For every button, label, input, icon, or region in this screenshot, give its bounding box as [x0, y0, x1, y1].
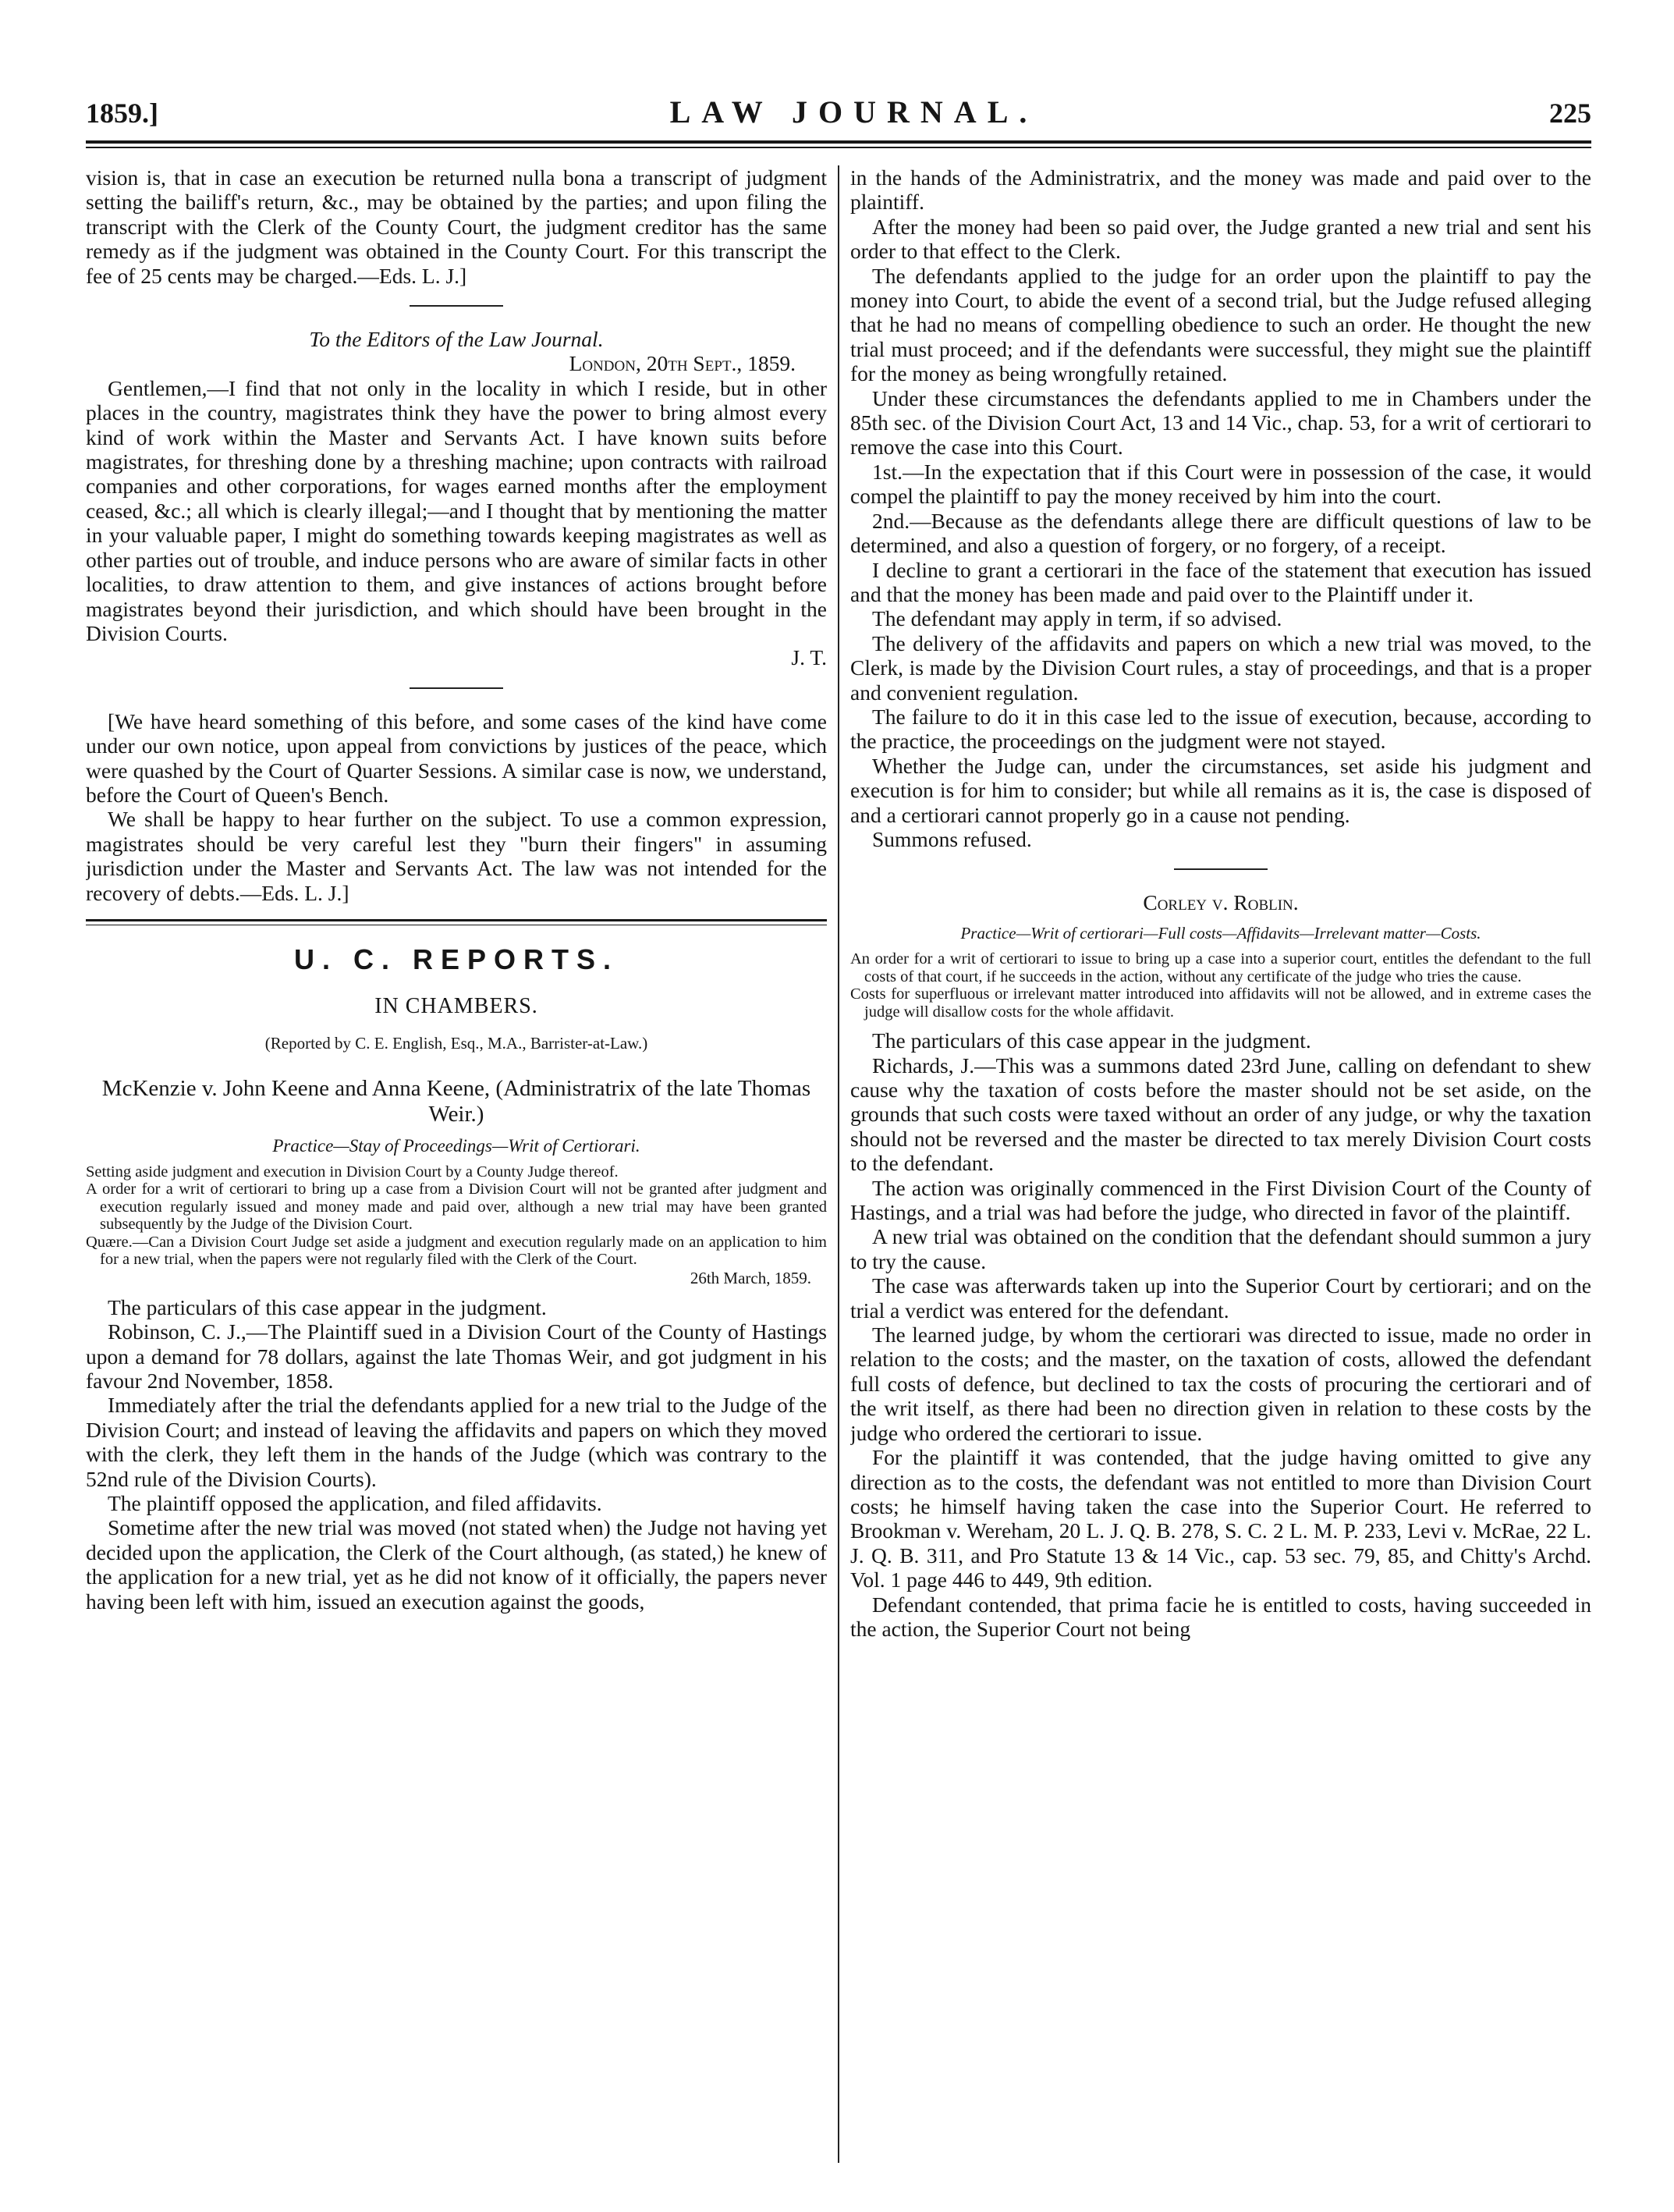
body-paragraph: The learned judge, by whom the certiorari was directed to issue, made no order in relation to the costs; and the master, on the taxation of costs, allowed the defendant full costs of defence, but declined to tax the costs of procuring the certiorari and of the writ itself, as there had been no direction given in relation to these costs by the judge who ordered the certiorari to issue.: [850, 1323, 1591, 1445]
body-paragraph: in the hands of the Administratrix, and the money was made and paid over to the plaintiff.: [850, 165, 1591, 215]
case2-catchline: Practice—Writ of certiorari—Full costs—Affidavits—Irrelevant matter—Costs.: [960, 923, 1481, 943]
case-catchline: Practice—Stay of Proceedings—Writ of Certiorari.: [272, 1136, 640, 1156]
body-paragraph: The case was afterwards taken up into the Superior Court by certiorari; and on the trial a verdict was entered for the defendant.: [850, 1273, 1591, 1323]
section-rule-thick: [86, 919, 827, 921]
headnote: Setting aside judgment and execution in Division Court by a County Judge thereof.: [86, 1163, 619, 1181]
section-divider: [1174, 868, 1268, 870]
editor-note: We shall be happy to hear further on the subject. To use a common expression, magistrates should be very careful lest they "burn their fingers" in assuming jurisdiction under the Master and Servants Act. The law was not intended for the recovery of debts.—Eds. L. J.]: [86, 807, 827, 905]
body-paragraph: The delivery of the affidavits and papers on which a new trial was moved, to the Clerk, is made by the Division Court rules, a stay of proceedings, and that is a proper and convenient regulation.: [850, 630, 1591, 705]
body-paragraph: Richards, J.—This was a summons dated 23rd June, calling on defendant to shew cause why the taxation of costs before the master should not be set aside, on the grounds that such costs were taxed without an order of any judge, or why the taxation should not be reversed and the master be directed to tax merely Division Court costs to the defendant.: [850, 1053, 1591, 1176]
section-divider: [410, 687, 503, 689]
section-rule-thin: [86, 925, 827, 926]
chambers-subtitle: IN CHAMBERS.: [374, 993, 538, 1018]
headnote: An order for a writ of certiorari to issue to bring up a case into a superior court, entitles the defendant to the full costs of that court, if he succeeds in the action, without any certificate of the judge who tries the cause.: [850, 950, 1591, 985]
body-paragraph: Immediately after the trial the defendants applied for a new trial to the Judge of the Division Court; and instead of leaving the affidavits and papers on which they moved with the clerk, they left them in the hands of the Judge (which was contrary to the 52nd rule of the Division Courts).: [86, 1393, 827, 1491]
body-paragraph: Defendant contended, that prima facie he is entitled to costs, having succeeded in the action, the Superior Court not being: [850, 1592, 1591, 1641]
case2-title: Corley v. Roblin.: [1143, 890, 1299, 915]
reporter-line: (Reported by C. E. English, Esq., M.A., Barrister-at-Law.): [264, 1034, 648, 1053]
body-paragraph: The failure to do it in this case led to the issue of execution, because, according to the practice, the proceedings on the judgment were not stayed.: [850, 704, 1591, 754]
body-paragraph: 2nd.—Because as the defendants allege there are difficult questions of law to be determined, and also a question of forgery, or no forgery, of a receipt.: [850, 508, 1591, 558]
letter-signature: J. T.: [791, 645, 827, 670]
running-header: [86, 94, 1591, 137]
header-year: 1859.]: [86, 98, 158, 129]
header-journal-title: LAW JOURNAL.: [669, 94, 1038, 130]
body-paragraph: Summons refused.: [872, 826, 1032, 851]
body-paragraph: Under these circumstances the defendants applied to me in Chambers under the 85th sec. of the Division Court Act, 13 and 14 Vic., chap. 53, for a writ of certiorari to remove the case into this Court.: [850, 385, 1591, 460]
body-paragraph: Robinson, C. J.,—The Plaintiff sued in a Division Court of the County of Hastings upon a demand for 78 dollars, against the late Thomas Weir, and got judgment in his favour 2nd November, 1858.: [86, 1319, 827, 1393]
body-paragraph: Sometime after the new trial was moved (not stated when) the Judge not having yet decided upon the application, the Clerk of the Court although, (as stated,) he knew of the application for a new trial, yet as he did not know of it officially, the papers never having been left with him, issued an execution against the goods,: [86, 1515, 827, 1614]
header-page-number: 225: [1549, 98, 1591, 129]
editor-note: [We have heard something of this before, and some cases of the kind have come under our own notice, upon appeal from convictions by justices of the peace, which were quashed by the Court of Quarter Sessions. A similar case is now, we understand, before the Court of Queen's Bench.: [86, 708, 827, 807]
body-paragraph: The particulars of this case appear in the judgment.: [872, 1028, 1311, 1053]
body-paragraph: For the plaintiff it was contended, that the judge having omitted to give any direction as to the costs, the defendant was not entitled to more than Division Court costs; he himself having taken the case into the Superior Court. He referred to Brookman v. Wereham, 20 L. J. Q. B. 278, S. C. 2 L. M. P. 233, Levi v. McRae, 22 L. J. Q. B. 311, and Pro Statute 13 & 14 Vic., cap. 53 sec. 79, 85, and Chitty's Archd. Vol. 1 page 446 to 449, 9th edition.: [850, 1445, 1591, 1592]
letter-heading: To the Editors of the Law Journal.: [309, 327, 604, 352]
header-rule-thick: [86, 140, 1591, 144]
headnote: Costs for superfluous or irrelevant matter introduced into affidavits will not be allowed, and in extreme cases the judge will disallow costs for the whole affidavit.: [850, 985, 1591, 1021]
letter-dateline: London, 20th Sept., 1859.: [569, 351, 796, 376]
body-paragraph: After the money had been so paid over, the Judge granted a new trial and sent his order to that effect to the Clerk.: [850, 214, 1591, 264]
body-paragraph: The defendant may apply in term, if so advised.: [872, 606, 1282, 631]
body-paragraph: I decline to grant a certiorari in the face of the statement that execution has issued and that the money has been made and paid over to the Plaintiff under it.: [850, 557, 1591, 606]
section-divider: [410, 305, 503, 307]
body-paragraph: Whether the Judge can, under the circumstances, set aside his judgment and execution is for him to consider; but while all remains as it is, the case is disposed of and a certiorari cannot properly go in a cause not pending.: [850, 753, 1591, 827]
column-divider: [838, 165, 839, 2163]
body-paragraph: The defendants applied to the judge for an order upon the plaintiff to pay the money into Court, to abide the event of a second trial, but the Judge refused alleging that he had no means of compelling obedience to such an order. He thought the new trial must proceed; and if the defendants were successful, they might sue the plaintiff for the money as being wrongfully retained.: [850, 263, 1591, 386]
body-paragraph: 1st.—In the expectation that if this Court were in possession of the case, it would compel the plaintiff to pay the money received by him into the court.: [850, 459, 1591, 509]
letter-body: Gentlemen,—I find that not only in the locality in which I reside, but in other places in the country, magistrates think they have the power to bring almost every kind of work within the Master and Servants Act. I have known suits before magistrates, for threshing done by a threshing machine; upon contracts with railroad companies and other corporations, for wages earned months after the employment ceased, &c.; all which is clearly illegal;—and I thought that by mentioning the matter in your valuable paper, I might do something towards keeping magistrates as well as other parties out of trouble, and induce persons who are aware of similar facts in other localities, to draw attention to them, and give instances of actions brought before magistrates beyond their jurisdiction, and which should have been brought in the Division Courts.: [86, 375, 827, 645]
journal-page: [86, 94, 1591, 2169]
headnote: Quære.—Can a Division Court Judge set aside a judgment and execution regularly made on an application to him for a new trial, when the papers were not regularly filed with the Clerk of the Court.: [86, 1233, 827, 1269]
editorial-continuation: vision is, that in case an execution be returned nulla bona a transcript of judgment setting the bailiff's return, &c., may be obtained by the parties; and upon filing the transcript with the Clerk of the County Court, the judgment creditor has the same remedy as if the judgment was obtained in the County Court. For this transcript the fee of 25 cents may be charged.—Eds. L. J.]: [86, 165, 827, 288]
reports-section-title: U. C. REPORTS.: [293, 943, 619, 976]
body-paragraph: The plaintiff opposed the application, and filed affidavits.: [108, 1490, 602, 1515]
case-title: McKenzie v. John Keene and Anna Keene, (Administratrix of the late Thomas Weir.): [101, 1076, 811, 1127]
body-paragraph: The action was originally commenced in the First Division Court of the County of Hastings, and a trial was had before the judge, who directed in favor of the plaintiff.: [850, 1175, 1591, 1225]
header-rule-thin: [86, 147, 1591, 148]
right-column: [850, 165, 1591, 2163]
headnote: A order for a writ of certiorari to bring up a case from a Division Court will not be granted after judgment and execution regularly issued and money made and paid over, although a new trial may have been granted subsequently by the Judge of the Division Court.: [86, 1181, 827, 1234]
body-paragraph: The particulars of this case appear in the judgment.: [108, 1294, 547, 1319]
left-column: [86, 165, 827, 2163]
case-date: 26th March, 1859.: [690, 1268, 811, 1287]
body-paragraph: A new trial was obtained on the condition that the defendant should summon a jury to try the cause.: [850, 1224, 1591, 1273]
